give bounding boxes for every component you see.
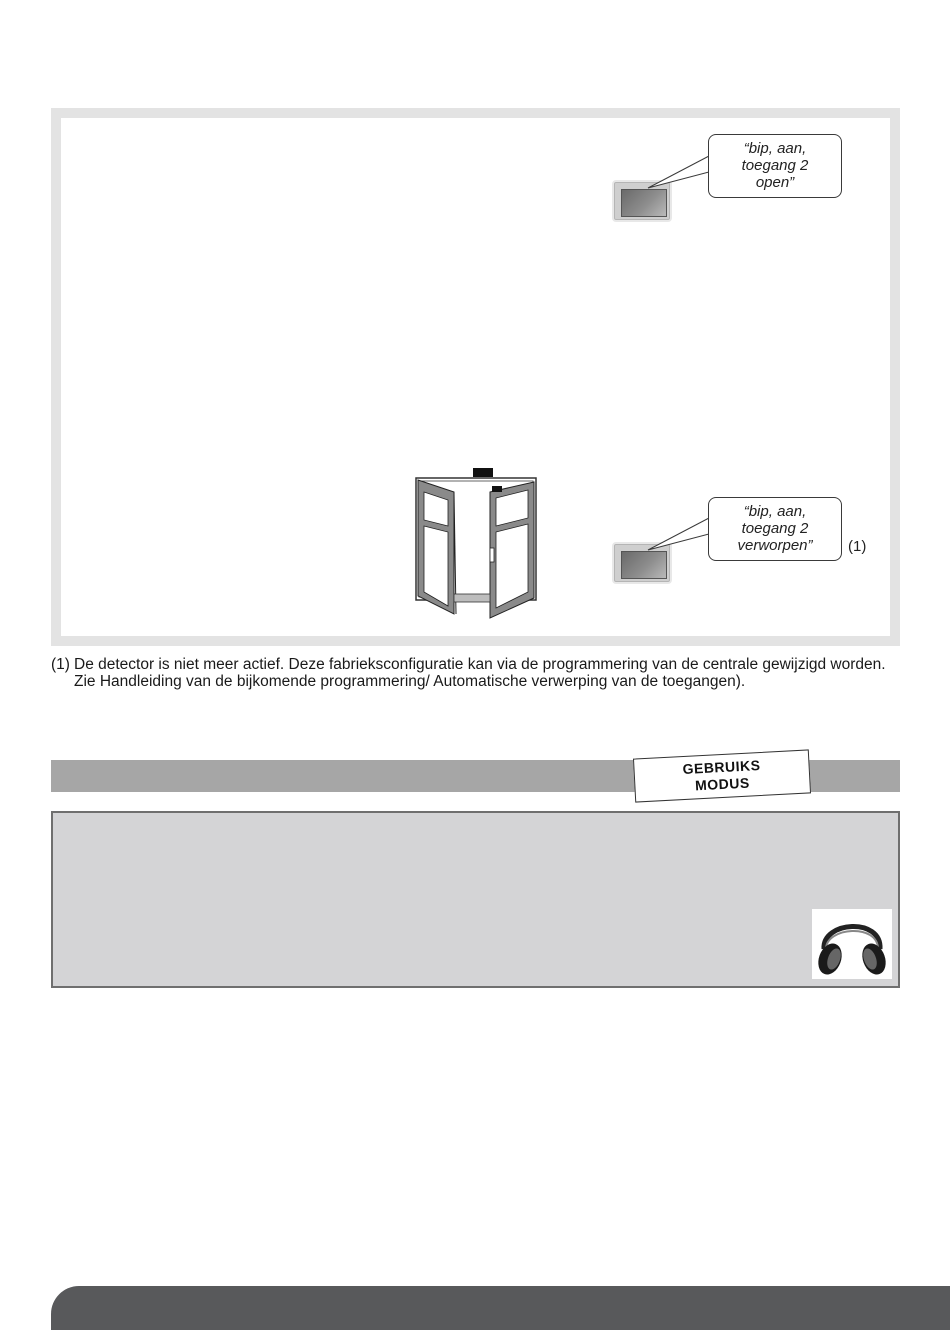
bubble-line: verworpen” (737, 537, 813, 554)
mode-label-line: MODUS (694, 774, 751, 794)
headphones-icon (812, 909, 892, 979)
footnote (51, 656, 900, 690)
bubble-line: “bip, aan, (743, 503, 807, 520)
page-footer-bar (51, 1286, 950, 1330)
bubble-line: toegang 2 (741, 520, 809, 537)
detector-icon (473, 468, 493, 477)
bubble-line: toegang 2 (741, 157, 809, 174)
info-box (51, 811, 900, 988)
footnote-reference: (1) (848, 538, 867, 555)
keypad-screen (621, 551, 667, 579)
mode-label-line: GEBRUIKS (682, 756, 761, 778)
footnote-text: De detector is niet meer actief. Deze fabrieksconfiguratie kan via de programmering van de centrale gewijzigd worden. Zie Handleiding van de bijkomende programmering/ Automatische verwerping van de toegangen). (74, 656, 886, 690)
footnote-number: (1) (51, 656, 70, 673)
bubble-line: open” (755, 174, 795, 191)
bubble-line: “bip, aan, (743, 140, 807, 157)
keypad-screen (621, 189, 667, 217)
mode-label (633, 749, 811, 802)
speech-bubble-rejected (708, 497, 842, 561)
open-window-drawing (412, 468, 542, 628)
speech-bubble-open (708, 134, 842, 198)
